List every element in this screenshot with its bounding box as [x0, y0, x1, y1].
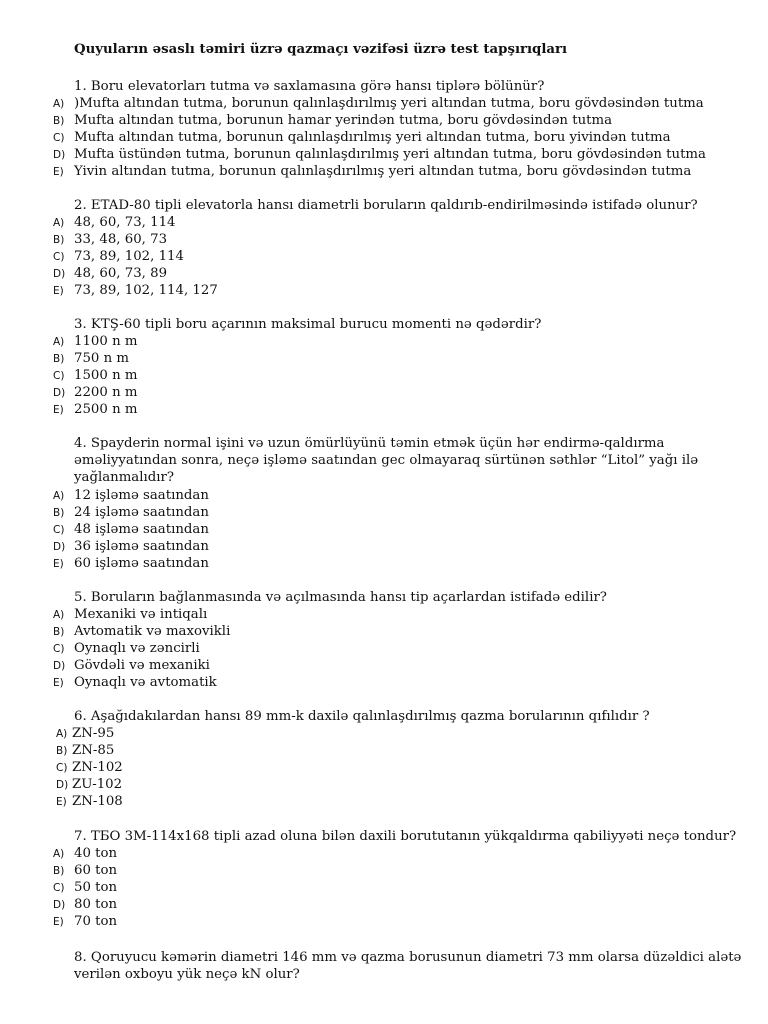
- option-text: ZN-102: [72, 760, 123, 776]
- option-letter: D): [53, 899, 66, 912]
- option-text: 70 ton: [74, 914, 118, 930]
- document-title: Quyuların əsaslı təmiri üzrə qazmaçı vəzifəsi üzrə test tapşırıqları: [74, 42, 568, 57]
- options-list: [0, 214, 768, 299]
- option-letter: D): [56, 779, 69, 792]
- question-4: [0, 435, 768, 572]
- option-text: 750 n m: [74, 351, 130, 367]
- option-letter: D): [53, 149, 66, 162]
- option-text: 48, 60, 73, 114: [74, 215, 176, 231]
- option-letter: A): [53, 848, 65, 861]
- option-text: Yivin altından tutma, borunun qalınlaşdırılmış yeri altından tutma, boru gövdəsindən tutma: [74, 164, 692, 180]
- option-letter: A): [53, 98, 65, 111]
- option-letter: D): [53, 268, 66, 281]
- option-a[interactable]: [0, 487, 768, 504]
- option-text: Oynaqlı və avtomatik: [74, 675, 217, 691]
- option-c[interactable]: [0, 367, 768, 384]
- option-b[interactable]: [0, 231, 768, 248]
- option-text: 50 ton: [74, 880, 118, 896]
- option-text: ZN-108: [72, 794, 123, 810]
- option-b[interactable]: [0, 742, 768, 759]
- option-text: 60 işləmə saatından: [74, 555, 209, 571]
- question-text: 4. Spayderin normal işini və uzun ömürlüyünü təmin etmək üçün hər endirmə-qaldırma əməliyyatından sonra, neçə işləmə saatından gec olmayaraq sürtünən səthlər “Litol” yağı ilə yağlanmalıdır?: [74, 436, 699, 486]
- option-letter: C): [53, 370, 65, 383]
- options-list: [0, 845, 768, 930]
- option-text: 1100 n m: [74, 334, 138, 350]
- question-8: [0, 949, 768, 983]
- option-a[interactable]: [0, 606, 768, 623]
- option-letter: C): [53, 132, 65, 145]
- option-text: Avtomatik və maxovikli: [74, 624, 231, 640]
- option-d[interactable]: [0, 538, 768, 555]
- question-text: 5. Boruların bağlanmasında və açılmasında hansı tip açarlardan istifadə edilir?: [74, 590, 607, 605]
- option-letter: E): [56, 796, 67, 809]
- option-letter: B): [53, 506, 65, 519]
- option-e[interactable]: [0, 913, 768, 930]
- option-d[interactable]: [0, 896, 768, 913]
- option-text: Oynaqlı və zəncirli: [74, 641, 200, 657]
- option-text: 1500 n m: [74, 368, 138, 384]
- option-letter: D): [53, 540, 66, 553]
- option-text: Mufta üstündən tutma, borunun qalınlaşdırılmış yeri altından tutma, boru gövdəsindən tutma: [74, 147, 706, 163]
- option-b[interactable]: [0, 112, 768, 129]
- option-c[interactable]: [0, 521, 768, 538]
- option-a[interactable]: [0, 214, 768, 231]
- option-text: 48, 60, 73, 89: [74, 266, 168, 282]
- option-text: Mexaniki və intiqalı: [74, 607, 208, 623]
- question-text: 8. Qoruyucu kəmərin diametri 146 mm və qazma borusunun diametri 73 mm olarsa düzəldici alətə verilən oxboyu yük neçə kN olur?: [74, 950, 742, 983]
- options-list: [0, 606, 768, 691]
- option-a[interactable]: [0, 333, 768, 350]
- option-letter: B): [53, 353, 65, 366]
- option-text: 33, 48, 60, 73: [74, 232, 168, 248]
- option-letter: A): [53, 609, 65, 622]
- option-letter: E): [53, 166, 64, 179]
- option-letter: B): [53, 115, 65, 128]
- option-c[interactable]: [0, 129, 768, 146]
- option-c[interactable]: [0, 759, 768, 776]
- question-text: 3. KTŞ-60 tipli boru açarının maksimal burucu momenti nə qədərdir?: [74, 317, 542, 332]
- option-letter: A): [53, 217, 65, 230]
- option-text: Gövdəli və mexaniki: [74, 658, 210, 674]
- option-d[interactable]: [0, 265, 768, 282]
- option-d[interactable]: [0, 384, 768, 401]
- question-2: [0, 197, 768, 299]
- option-a[interactable]: [0, 725, 768, 742]
- option-letter: C): [53, 251, 65, 264]
- option-letter: D): [53, 660, 66, 673]
- option-letter: E): [53, 557, 64, 570]
- option-e[interactable]: [0, 674, 768, 691]
- option-letter: A): [53, 489, 65, 502]
- option-text: 24 işləmə saatından: [74, 504, 209, 520]
- option-letter: C): [53, 523, 65, 536]
- option-d[interactable]: [0, 657, 768, 674]
- option-letter: B): [56, 745, 68, 758]
- option-e[interactable]: [0, 793, 768, 810]
- option-c[interactable]: [0, 248, 768, 265]
- options-list: [0, 333, 768, 418]
- option-letter: C): [56, 762, 68, 775]
- options-list: [0, 95, 768, 180]
- option-letter: C): [53, 643, 65, 656]
- option-b[interactable]: [0, 623, 768, 640]
- option-letter: D): [53, 387, 66, 400]
- question-text: 7. ТБО 3М-114x168 tipli azad oluna bilən daxili borututanın yükqaldırma qabiliyyəti neçə tondur?: [74, 829, 737, 844]
- option-c[interactable]: [0, 879, 768, 896]
- question-text: 1. Boru elevatorları tutma və saxlamasına görə hansı tiplərə bölünür?: [74, 79, 545, 94]
- option-text: ZN-95: [72, 726, 115, 742]
- option-text: 36 işləmə saatından: [74, 538, 209, 554]
- option-text: )Mufta altından tutma, borunun qalınlaşdırılmış yeri altından tutma, boru gövdəsindən tutma: [74, 96, 704, 112]
- option-text: 2200 n m: [74, 385, 138, 401]
- option-letter: E): [53, 404, 64, 417]
- option-c[interactable]: [0, 640, 768, 657]
- option-text: 12 işləmə saatından: [74, 487, 209, 503]
- question-6: [0, 708, 768, 810]
- option-letter: E): [53, 285, 64, 298]
- option-a[interactable]: [0, 95, 768, 112]
- option-text: 73, 89, 102, 114: [74, 249, 184, 265]
- option-text: 60 ton: [74, 863, 118, 879]
- option-text: 80 ton: [74, 897, 118, 913]
- option-e[interactable]: [0, 555, 768, 572]
- option-b[interactable]: [0, 350, 768, 367]
- option-b[interactable]: [0, 862, 768, 879]
- option-letter: B): [53, 234, 65, 247]
- option-text: Mufta altından tutma, borunun qalınlaşdırılmış yeri altından tutma, boru yivindən tutma: [74, 130, 671, 146]
- option-letter: B): [53, 626, 65, 639]
- option-text: ZN-85: [72, 743, 115, 759]
- option-text: ZU-102: [72, 777, 123, 793]
- options-list: [0, 725, 768, 810]
- option-letter: E): [53, 916, 64, 929]
- question-text: 2. ETAD-80 tipli elevatorla hansı diametrli boruların qaldırıb-endirilməsində istifadə olunur?: [74, 198, 698, 213]
- options-list: [0, 487, 768, 572]
- question-1: [0, 78, 768, 180]
- option-e[interactable]: [0, 401, 768, 418]
- option-e[interactable]: [0, 282, 768, 299]
- option-text: 2500 n m: [74, 402, 138, 418]
- option-text: 40 ton: [74, 846, 118, 862]
- question-5: [0, 589, 768, 691]
- option-b[interactable]: [0, 504, 768, 521]
- option-text: 73, 89, 102, 114, 127: [74, 283, 218, 299]
- option-letter: A): [56, 728, 68, 741]
- option-a[interactable]: [0, 845, 768, 862]
- option-d[interactable]: [0, 146, 768, 163]
- option-d[interactable]: [0, 776, 768, 793]
- question-text: 6. Aşağıdakılardan hansı 89 mm-k daxilə qalınlaşdırılmış qazma borularının qıfılıdır ?: [74, 709, 650, 724]
- option-letter: A): [53, 336, 65, 349]
- option-text: Mufta altından tutma, borunun hamar yerindən tutma, boru gövdəsindən tutma: [74, 113, 613, 129]
- option-letter: C): [53, 882, 65, 895]
- option-letter: B): [53, 865, 65, 878]
- question-7: [0, 828, 768, 930]
- option-letter: E): [53, 677, 64, 690]
- option-e[interactable]: [0, 163, 768, 180]
- option-text: 48 işləmə saatından: [74, 521, 209, 537]
- question-3: [0, 316, 768, 418]
